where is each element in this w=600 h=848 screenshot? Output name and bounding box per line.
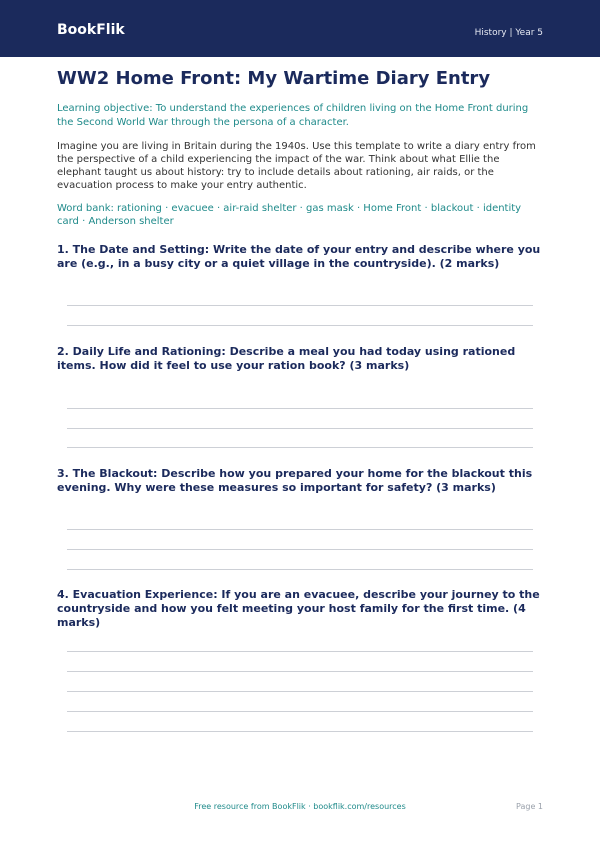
answer-line[interactable] xyxy=(67,529,533,530)
instructions: Imagine you are living in Britain during the 1940s. Use this template to write a diary entry from the perspective of a child experiencing the impact of the war. Think about what Ellie the elephant taught us about history: try to include details about rationing, air raids, or the evacuation process to make your entry authentic. xyxy=(57,141,536,191)
answer-line[interactable] xyxy=(67,549,533,550)
question-1 xyxy=(57,243,543,271)
question-text: 2. Daily Life and Rationing: Describe a meal you had today using rationed items. How did it feel to use your ration book? (3 marks) xyxy=(57,345,516,372)
brand-logo: BookFlik xyxy=(57,22,125,38)
page-header xyxy=(0,0,600,57)
question-text: 1. The Date and Setting: Write the date of your entry and describe where you are (e.g., in a busy city or a quiet village in the countryside). (2 marks) xyxy=(57,243,541,270)
answer-line[interactable] xyxy=(67,408,533,409)
answer-line[interactable] xyxy=(67,711,533,712)
page-footer xyxy=(0,802,600,816)
question-text: 3. The Blackout: Describe how you prepared your home for the blackout this evening. Why were these measures so important for safety? (3 marks) xyxy=(57,467,533,494)
answer-line[interactable] xyxy=(67,569,533,570)
answer-line[interactable] xyxy=(67,731,533,732)
answer-line[interactable] xyxy=(67,325,533,326)
answer-line[interactable] xyxy=(67,447,533,448)
question-3 xyxy=(57,467,543,495)
answer-line[interactable] xyxy=(67,651,533,652)
footer-link[interactable]: Free resource from BookFlik · bookflik.com/resources xyxy=(194,802,406,811)
learning-objective: Learning objective: To understand the experiences of children living on the Home Front during the Second World War through the persona of a character. xyxy=(57,103,529,128)
question-4 xyxy=(57,588,543,630)
question-2 xyxy=(57,345,543,373)
intro-section xyxy=(57,64,543,228)
answer-line[interactable] xyxy=(67,671,533,672)
subject-tag: History | Year 5 xyxy=(474,28,543,38)
word-bank: Word bank: rationing · evacuee · air-raid shelter · gas mask · Home Front · blackout · identity card · Anderson shelter xyxy=(57,203,522,227)
question-text: 4. Evacuation Experience: If you are an evacuee, describe your journey to the countryside and how you felt meeting your host family for the first time. (4 marks) xyxy=(57,588,540,629)
answer-line[interactable] xyxy=(67,428,533,429)
page-number: Page 1 xyxy=(516,802,543,811)
answer-line[interactable] xyxy=(67,305,533,306)
page-title: WW2 Home Front: My Wartime Diary Entry xyxy=(57,68,491,89)
answer-line[interactable] xyxy=(67,691,533,692)
